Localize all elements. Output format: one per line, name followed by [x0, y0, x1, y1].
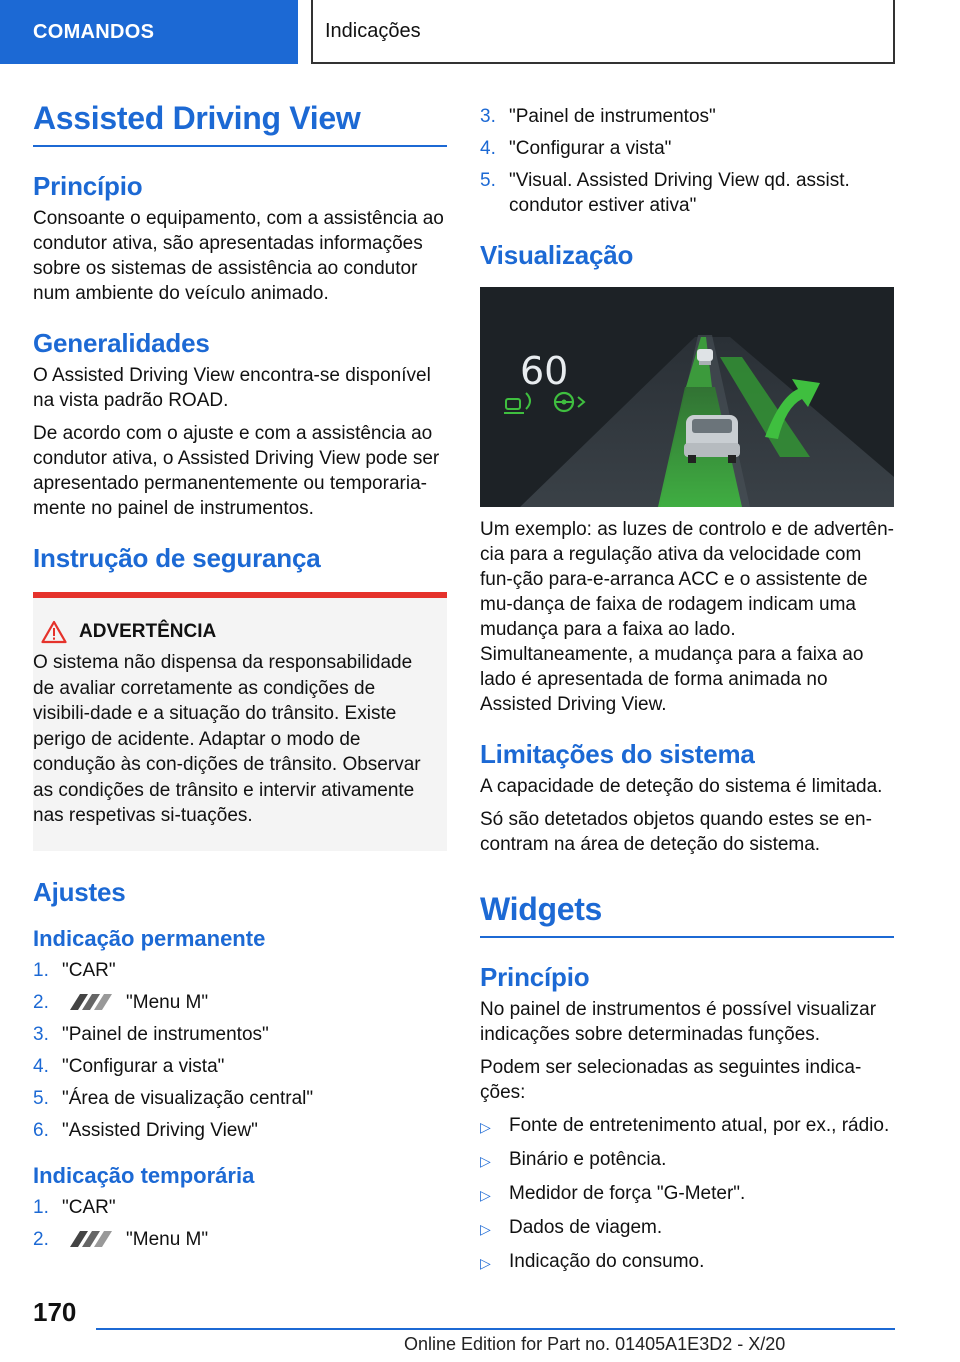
bullet-text: Dados de viagem.: [509, 1217, 663, 1238]
section-tab: COMANDOS: [0, 0, 298, 64]
step-number: 1.: [33, 1196, 49, 1218]
step-text: "Configurar a vista": [509, 138, 672, 159]
step-text: "Menu M": [126, 1228, 209, 1250]
generalidades-p2: De acordo com o ajuste e com a assistência ao condutor ativa, o Assisted Driving View pode ser apresentado permanentemente ou temporaria-mente no painel de instrumentos.: [33, 423, 440, 519]
page-title: Assisted Driving View: [33, 100, 447, 147]
list-item: [480, 1147, 894, 1174]
heading-indicacao-temporaria: Indicação temporária: [33, 1162, 255, 1188]
bullet-text: Fonte de entretenimento atual, por ex., rádio.: [509, 1115, 890, 1136]
list-item: [480, 1249, 894, 1276]
warning-title-row: [41, 620, 433, 644]
step-number: 1.: [33, 959, 49, 981]
bullet-triangle-icon: ▷: [480, 1119, 491, 1135]
list-item: [33, 1227, 447, 1252]
page-number: 170: [33, 1297, 77, 1327]
step-number: 3.: [33, 1023, 49, 1045]
list-item: [480, 1113, 894, 1140]
heading-widgets-principio: Princípio: [480, 962, 590, 992]
widgets-options-list: [480, 1113, 894, 1276]
list-item: [480, 1181, 894, 1208]
bullet-triangle-icon: ▷: [480, 1255, 491, 1271]
limitacoes-p1: A capacidade de deteção do sistema é limitada.: [480, 776, 883, 797]
step-number: 5.: [33, 1087, 49, 1109]
heading-visualizacao: Visualização: [480, 240, 634, 270]
step-text: "Área de visualização central": [62, 1087, 314, 1109]
step-number: 6.: [33, 1119, 49, 1141]
footer-rule: [96, 1328, 895, 1330]
edition-note: Online Edition for Part no. 01405A1E3D2 - X/20: [404, 1334, 786, 1354]
list-item: [480, 104, 894, 129]
list-item: [480, 1215, 894, 1242]
permanente-steps: [33, 958, 447, 1143]
list-item: [33, 1054, 447, 1079]
warning-title: ADVERTÊNCIA: [79, 621, 217, 642]
step-number: 2.: [33, 991, 49, 1013]
warning-box: [33, 592, 447, 851]
chapter-title: Indicações: [311, 0, 895, 64]
figure-caption: Um exemplo: as luzes de controlo e de advertên-cia para a regulação ativa da velocidade com fun-ção para-e-arranca ACC e o assistente de mu-dança de faixa de rodagem indicam uma mudança para a faixa ao lado. Simultaneamente, a mudança para a faixa ao lado é apresentada de forma animada no Assisted Driving View.: [480, 519, 894, 715]
list-item: [33, 1086, 447, 1111]
limitacoes-p2: Só são detetados objetos quando estes se en-contram na área de deteção do sistema.: [480, 809, 872, 855]
list-item: [33, 1118, 447, 1143]
m-menu-icon: [62, 1230, 116, 1248]
heading-seguranca: Instrução de segurança: [33, 543, 321, 573]
step-number: 5.: [480, 170, 496, 191]
warning-triangle-icon: [41, 620, 67, 644]
bullet-text: Indicação do consumo.: [509, 1251, 705, 1272]
step-text: "Visual. Assisted Driving View qd. assist. condutor estiver ativa": [509, 170, 850, 216]
step-number: 3.: [480, 106, 496, 127]
list-item: [33, 1195, 447, 1220]
temporaria-steps-continued: [480, 104, 894, 218]
step-text: "Configurar a vista": [62, 1055, 225, 1077]
step-text: "Painel de instrumentos": [509, 106, 716, 127]
list-item: [480, 136, 894, 161]
step-number: 4.: [480, 138, 496, 159]
heading-principio: Princípio: [33, 171, 143, 201]
step-number: 4.: [33, 1055, 49, 1077]
speed-readout: 60: [520, 349, 569, 393]
step-text: "Assisted Driving View": [62, 1119, 258, 1141]
bullet-text: Medidor de força "G-Meter".: [509, 1183, 746, 1204]
heading-generalidades: Generalidades: [33, 328, 210, 358]
assisted-driving-view-figure: [480, 287, 894, 507]
bullet-triangle-icon: ▷: [480, 1187, 491, 1203]
step-text: "CAR": [62, 1196, 116, 1218]
widgets-p1: No painel de instrumentos é possível visualizar indicações sobre determinadas funções.: [480, 999, 877, 1045]
step-text: "Menu M": [126, 991, 209, 1013]
bullet-triangle-icon: ▷: [480, 1221, 491, 1237]
list-item: [480, 168, 894, 218]
list-item: [33, 1022, 447, 1047]
generalidades-p1: O Assisted Driving View encontra-se disponível na vista padrão ROAD.: [33, 365, 431, 411]
left-column: [33, 100, 447, 1259]
temporaria-steps: [33, 1195, 447, 1252]
m-menu-icon: [62, 993, 116, 1011]
step-text: "Painel de instrumentos": [62, 1023, 269, 1045]
bullet-triangle-icon: ▷: [480, 1153, 491, 1169]
heading-indicacao-permanente: Indicação permanente: [33, 925, 266, 951]
widgets-title: Widgets: [480, 891, 894, 938]
list-item: [33, 990, 447, 1015]
step-number: 2.: [33, 1228, 49, 1250]
heading-ajustes: Ajustes: [33, 876, 126, 907]
step-text: "CAR": [62, 959, 116, 981]
widgets-p2: Podem ser selecionadas as seguintes indica-ções:: [480, 1057, 862, 1103]
heading-limitacoes: Limitações do sistema: [480, 739, 755, 769]
list-item: [33, 958, 447, 983]
driving-scene-illustration: [480, 287, 894, 507]
principio-text: Consoante o equipamento, com a assistência ao condutor ativa, são apresentadas informações sobre os sistemas de assistência ao condutor num ambiente do veículo animado.: [33, 208, 444, 304]
bullet-text: Binário e potência.: [509, 1149, 667, 1170]
warning-text: O sistema não dispensa da responsabilidade de avaliar corretamente as condições de visibili-dade e a situação do trânsito. Existe perigo de acidente. Adaptar o modo de condução às con-dições de trânsito. Observar as condições de trânsito e intervir ativamente nas respetivas si-tuações.: [33, 652, 421, 826]
right-column: [480, 100, 894, 1283]
